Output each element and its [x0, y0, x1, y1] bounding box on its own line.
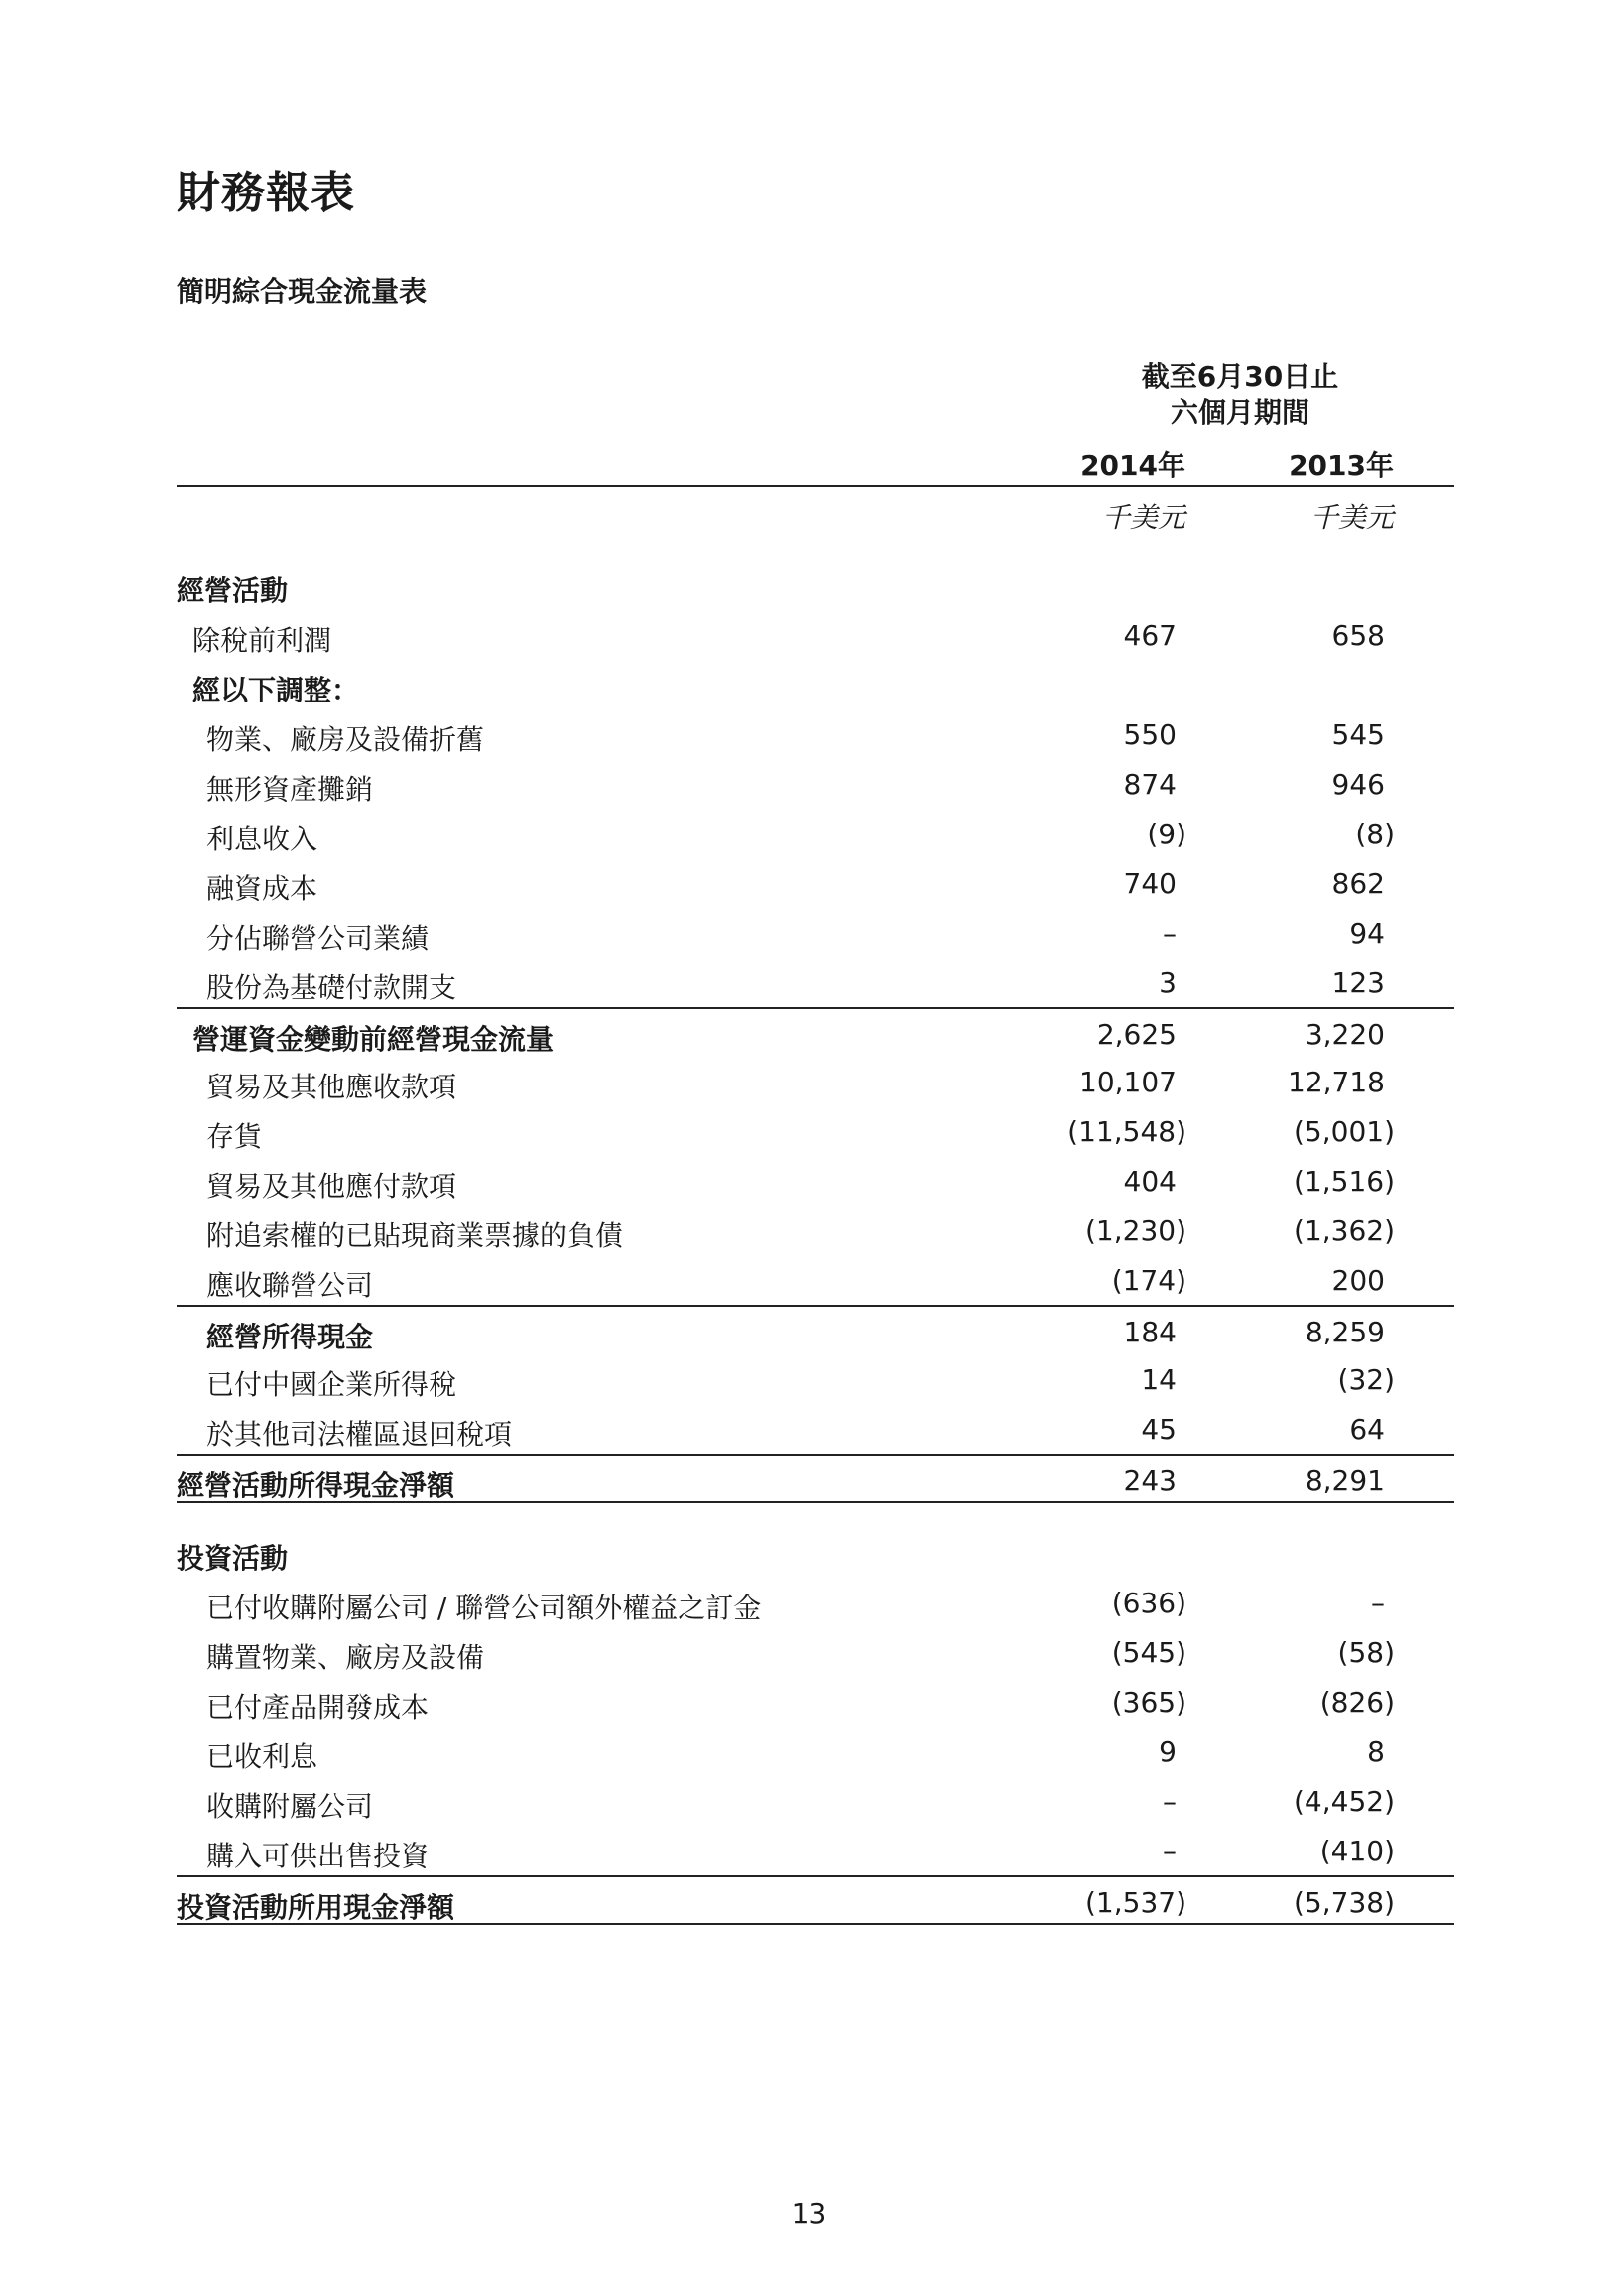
- value-2013: 658: [1331, 619, 1385, 652]
- column-unit-2013: 千美元: [1309, 501, 1394, 534]
- table-row: [177, 1156, 1454, 1206]
- value-2014: (1,537): [1084, 1886, 1186, 1919]
- row-label: 附追索權的已貼現商業票據的負債: [206, 1219, 624, 1252]
- value-2014: (1,230): [1084, 1214, 1186, 1247]
- cash-flow-table: [177, 561, 1454, 1925]
- table-row: [177, 1255, 1454, 1305]
- value-2014: (174): [1111, 1264, 1186, 1297]
- period-header-line1: 截至6月30日止: [1141, 360, 1339, 393]
- value-2013: (1,516): [1293, 1165, 1395, 1198]
- value-2013: (5,001): [1293, 1115, 1395, 1148]
- table-row: [177, 1007, 1454, 1057]
- row-label: 經以下調整：: [192, 674, 360, 706]
- row-label: 除稅前利潤: [192, 624, 332, 657]
- row-label: 應收聯營公司: [206, 1269, 374, 1302]
- row-label: 於其他司法權區退回稅項: [206, 1418, 513, 1451]
- value-2014: –: [1163, 1835, 1177, 1867]
- value-2013: (58): [1337, 1636, 1395, 1669]
- row-label: 無形資產攤銷: [206, 773, 374, 806]
- value-2013: 3,220: [1305, 1018, 1385, 1051]
- page-title: 財務報表: [177, 168, 355, 218]
- value-2014: (9): [1147, 818, 1186, 850]
- header-rule: [177, 485, 1454, 487]
- value-2014: 243: [1123, 1465, 1177, 1497]
- table-row: [177, 809, 1454, 858]
- row-label: 貿易及其他應收款項: [206, 1071, 457, 1103]
- table-row: [177, 1776, 1454, 1826]
- column-unit-2014: 千美元: [1101, 501, 1185, 534]
- value-2014: (636): [1111, 1587, 1186, 1619]
- row-label: 物業、廠房及設備折舊: [206, 723, 485, 756]
- row-label: 已付中國企業所得稅: [206, 1368, 457, 1401]
- table-row: [177, 1354, 1454, 1404]
- value-2013: (5,738): [1293, 1886, 1395, 1919]
- row-label: 購入可供出售投資: [206, 1840, 430, 1872]
- row-label: 購置物業、廠房及設備: [206, 1641, 485, 1674]
- table-row: [177, 1528, 1454, 1578]
- column-year-2014: 2014年: [1080, 449, 1185, 482]
- value-2013: 545: [1331, 718, 1385, 751]
- value-2014: 9: [1159, 1735, 1177, 1768]
- table-row: [177, 1677, 1454, 1726]
- table-row: [177, 1404, 1454, 1454]
- table-row: [177, 1826, 1454, 1875]
- row-label: 投資活動所用現金淨額: [177, 1891, 455, 1924]
- value-2013: (32): [1337, 1363, 1395, 1396]
- value-2014: –: [1163, 917, 1177, 950]
- row-label: 經營所得現金: [206, 1321, 374, 1353]
- table-row: [177, 1454, 1454, 1503]
- table-row: [177, 1726, 1454, 1776]
- value-2013: 862: [1331, 867, 1385, 900]
- value-2013: 8: [1367, 1735, 1385, 1768]
- value-2013: 8,291: [1305, 1465, 1385, 1497]
- row-label: 經營活動所得現金淨額: [177, 1469, 455, 1502]
- value-2013: 946: [1331, 768, 1385, 801]
- value-2014: 14: [1141, 1363, 1177, 1396]
- value-2014: 740: [1123, 867, 1177, 900]
- value-2013: (1,362): [1293, 1214, 1395, 1247]
- row-label: 融資成本: [206, 872, 318, 905]
- value-2013: (8): [1355, 818, 1395, 850]
- value-2014: 874: [1123, 768, 1177, 801]
- value-2013: (4,452): [1293, 1785, 1395, 1818]
- value-2013: (410): [1319, 1835, 1395, 1867]
- value-2013: 123: [1331, 966, 1385, 999]
- value-2013: 8,259: [1305, 1316, 1385, 1348]
- value-2014: 2,625: [1096, 1018, 1177, 1051]
- row-label: 已收利息: [206, 1740, 318, 1773]
- table-row: [177, 709, 1454, 759]
- table-row: [177, 858, 1454, 908]
- table-row: [177, 1206, 1454, 1255]
- value-2014: 184: [1123, 1316, 1177, 1348]
- table-row: [177, 1627, 1454, 1677]
- value-2013: 64: [1349, 1413, 1385, 1446]
- row-label: 經營活動: [177, 574, 289, 607]
- row-label: 股份為基礎付款開支: [206, 971, 457, 1004]
- value-2013: (826): [1319, 1686, 1395, 1719]
- table-row: [177, 1057, 1454, 1106]
- row-label: 存貨: [206, 1120, 263, 1153]
- value-2014: 3: [1159, 966, 1177, 999]
- table-row: [177, 660, 1454, 709]
- row-label: 收購附屬公司: [206, 1790, 374, 1823]
- row-label: 分佔聯營公司業績: [206, 922, 430, 955]
- value-2014: (365): [1111, 1686, 1186, 1719]
- period-header: [1091, 359, 1389, 431]
- table-row: [177, 1578, 1454, 1627]
- table-row: [177, 957, 1454, 1007]
- table-row: [177, 1305, 1454, 1354]
- value-2014: (11,548): [1067, 1115, 1186, 1148]
- value-2013: 200: [1331, 1264, 1385, 1297]
- table-row: [177, 561, 1454, 610]
- row-label: 已付收購附屬公司 / 聯營公司額外權益之訂金: [206, 1592, 762, 1624]
- page-number: 13: [791, 2197, 827, 2230]
- table-row: [177, 610, 1454, 660]
- period-header-line2: 六個月期間: [1170, 396, 1309, 429]
- table-row: [177, 759, 1454, 809]
- value-2014: 467: [1123, 619, 1177, 652]
- value-2014: 404: [1123, 1165, 1177, 1198]
- row-label: 投資活動: [177, 1542, 289, 1575]
- value-2014: (545): [1111, 1636, 1186, 1669]
- row-label: 已付產品開發成本: [206, 1691, 430, 1723]
- value-2014: 550: [1123, 718, 1177, 751]
- statement-title: 簡明綜合現金流量表: [177, 275, 428, 308]
- table-row: [177, 908, 1454, 957]
- value-2014: 10,107: [1079, 1066, 1177, 1098]
- value-2014: 45: [1141, 1413, 1177, 1446]
- value-2014: –: [1163, 1785, 1177, 1818]
- table-row: [177, 1106, 1454, 1156]
- value-2013: 12,718: [1288, 1066, 1385, 1098]
- row-label: 貿易及其他應付款項: [206, 1170, 457, 1203]
- table-row: [177, 1875, 1454, 1925]
- value-2013: –: [1371, 1587, 1385, 1619]
- column-year-2013: 2013年: [1289, 449, 1394, 482]
- row-label: 利息收入: [206, 823, 318, 855]
- row-label: 營運資金變動前經營現金流量: [192, 1023, 555, 1056]
- value-2013: 94: [1349, 917, 1385, 950]
